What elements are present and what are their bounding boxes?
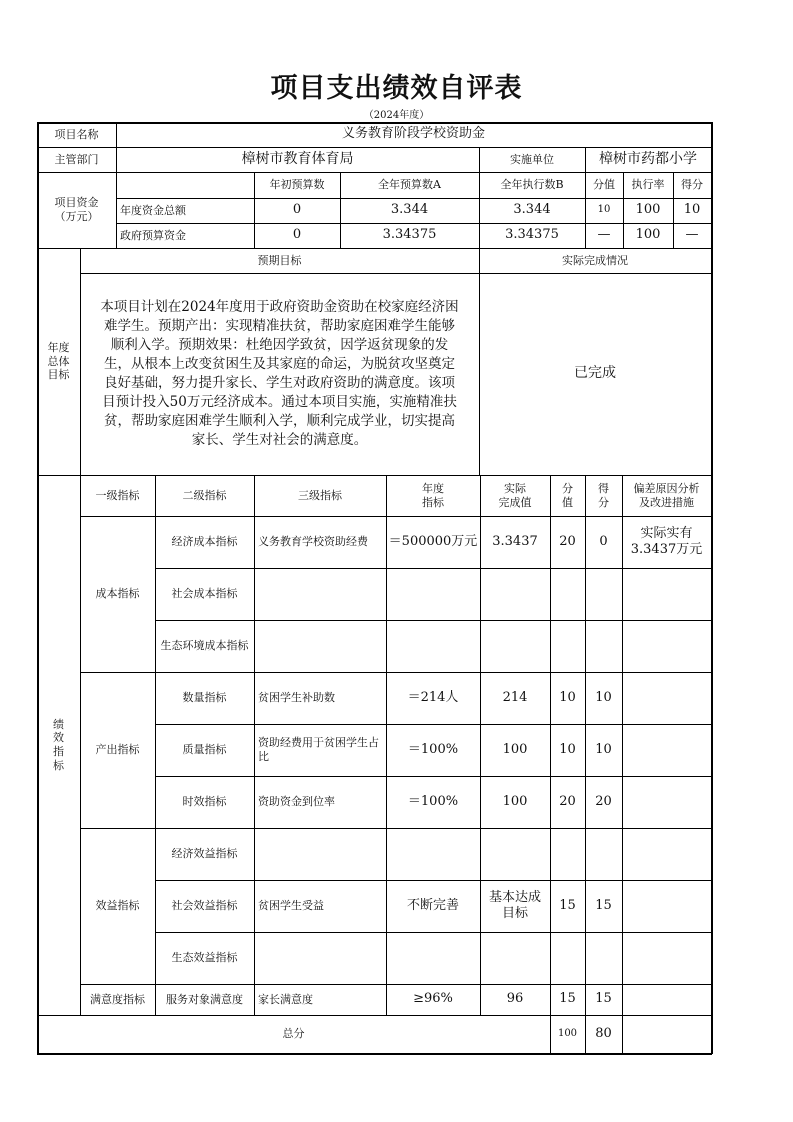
header-score xyxy=(585,475,622,516)
grid-line xyxy=(80,248,81,476)
weight-value xyxy=(550,672,585,724)
actual-value xyxy=(480,568,550,620)
score-value xyxy=(585,880,622,932)
level2-indicator xyxy=(155,672,254,724)
funds-row-name xyxy=(116,223,254,248)
value-text: 樟树市药都小学 xyxy=(599,150,697,167)
score-value xyxy=(585,776,622,828)
total-weight xyxy=(550,1015,585,1053)
actual-value xyxy=(480,776,550,828)
cell-value: 3.34375 xyxy=(382,227,437,243)
level3-text: 义务教育学校资助经费 xyxy=(258,535,368,549)
level1-text: 满意度指标 xyxy=(90,992,145,1006)
funds-cell xyxy=(479,198,585,223)
cell-value: 3.344 xyxy=(513,202,551,218)
level1-text: 产出指标 xyxy=(95,743,140,757)
deviation-reason xyxy=(622,516,711,568)
level1-indicator xyxy=(80,828,155,984)
header-text: 年度 指标 xyxy=(422,481,444,509)
annual-target xyxy=(386,880,480,932)
cell-value: 15 xyxy=(559,991,576,1007)
level1-indicator xyxy=(80,516,155,672)
level2-indicator xyxy=(155,984,254,1015)
cell-value: 10 xyxy=(559,741,576,757)
header-text: 偏差原因分析 及改进措施 xyxy=(633,481,700,509)
annual-target xyxy=(386,568,480,620)
grid-line xyxy=(37,172,712,173)
label-text: 项目名称 xyxy=(54,127,99,141)
total-label xyxy=(37,1015,550,1053)
grid-line xyxy=(37,147,712,148)
funds-header-5 xyxy=(673,172,711,198)
funds-cell xyxy=(479,223,585,248)
grid-line xyxy=(37,122,39,1054)
deviation-reason xyxy=(622,620,711,672)
cell-value: 3.34375 xyxy=(505,227,559,243)
grid-line xyxy=(479,248,480,476)
annual-target xyxy=(386,672,480,724)
cell-value: 10 xyxy=(559,689,576,705)
deviation-reason xyxy=(622,568,711,620)
header-target xyxy=(386,475,480,516)
funds-cell xyxy=(254,198,340,223)
level3-indicator xyxy=(254,724,386,776)
cell-value: 214 xyxy=(502,689,528,705)
cell-value: 100 xyxy=(502,741,528,757)
funds-cell xyxy=(585,223,623,248)
grid-line xyxy=(711,122,713,1054)
header-text: 得分 xyxy=(681,178,703,192)
level1-indicator xyxy=(80,984,155,1015)
value-text: 已完成 xyxy=(574,365,616,382)
level3-indicator xyxy=(254,932,386,984)
row-name: 政府预算资金 xyxy=(120,228,186,242)
level2-text: 质量指标 xyxy=(182,743,227,757)
cell-value: 80 xyxy=(595,1025,612,1041)
total-score xyxy=(585,1015,622,1053)
deviation-reason xyxy=(622,724,711,776)
actual-completion-header xyxy=(479,248,711,273)
grid-line xyxy=(673,172,674,249)
cell-value: 20 xyxy=(595,793,612,809)
weight-value xyxy=(550,516,585,568)
score-value xyxy=(585,620,622,672)
label-text: 总分 xyxy=(282,1027,305,1041)
grid-line xyxy=(155,620,712,621)
grid-line xyxy=(37,248,712,249)
level3-text: 资助经费用于贫困学生占比 xyxy=(258,736,379,763)
deviation-reason xyxy=(622,880,711,932)
actual-value xyxy=(480,620,550,672)
grid-line xyxy=(155,880,712,881)
cell-value: 15 xyxy=(595,897,612,913)
weight-value xyxy=(550,828,585,880)
cell-value: — xyxy=(597,227,611,243)
actual-value xyxy=(480,672,550,724)
deviation-reason xyxy=(622,776,711,828)
cell-value: 3.344 xyxy=(390,202,429,218)
actual-value xyxy=(480,880,550,932)
project-name-label xyxy=(37,122,116,147)
level3-indicator xyxy=(254,516,386,568)
level2-text: 社会成本指标 xyxy=(171,587,238,601)
header-text: 二级指标 xyxy=(182,488,227,502)
actual-value xyxy=(480,984,550,1015)
level2-indicator xyxy=(155,932,254,984)
actual-value xyxy=(480,932,550,984)
grid-line xyxy=(80,516,712,517)
weight-value xyxy=(550,568,585,620)
level2-indicator xyxy=(155,828,254,880)
header-text: 预期目标 xyxy=(257,253,302,267)
level2-text: 社会效益指标 xyxy=(171,899,238,913)
grid-line xyxy=(80,672,712,673)
label-text: 主管部门 xyxy=(54,152,99,166)
level3-indicator xyxy=(254,776,386,828)
funds-cell xyxy=(623,223,673,248)
header-text: 全年预算数A xyxy=(378,178,441,192)
weight-value xyxy=(550,984,585,1015)
funds-header-1 xyxy=(340,172,479,198)
cell-value: ≥96% xyxy=(413,991,453,1007)
grid-line xyxy=(80,273,712,274)
header-text: 分 值 xyxy=(562,481,573,509)
cell-value: 10 xyxy=(595,741,612,757)
level2-text: 经济成本指标 xyxy=(171,535,238,549)
grid-line xyxy=(80,984,712,985)
cell-value: 3.3437 xyxy=(492,533,538,549)
deviation-reason xyxy=(622,672,711,724)
label-text: 绩 效 指 标 xyxy=(53,717,64,772)
cell-value: 100 xyxy=(635,202,661,218)
cell-value: 10 xyxy=(597,204,611,216)
annual-target xyxy=(386,516,480,568)
impl-value xyxy=(585,147,711,172)
page-title: 项目支出绩效自评表 xyxy=(270,73,523,104)
annual-target xyxy=(386,776,480,828)
grid-line xyxy=(155,776,712,777)
funds-header-3 xyxy=(585,172,623,198)
cell-value: 0 xyxy=(599,533,608,549)
grid-line xyxy=(155,724,712,725)
funds-cell xyxy=(340,223,479,248)
level2-text: 服务对象满意度 xyxy=(166,992,243,1006)
expected-goal-header xyxy=(80,248,479,273)
header-text: 三级指标 xyxy=(298,488,342,502)
level3-indicator xyxy=(254,984,386,1015)
actual-value xyxy=(480,724,550,776)
label-text: 年度 总体 目标 xyxy=(47,340,70,382)
level3-text: 资助资金到位率 xyxy=(258,795,335,809)
grid-line xyxy=(386,475,387,1016)
annual-target xyxy=(386,724,480,776)
score-value xyxy=(585,568,622,620)
grid-line xyxy=(585,147,586,173)
funds-cell xyxy=(623,198,673,223)
header-text: 实际 完成值 xyxy=(498,481,532,509)
header-weight xyxy=(550,475,585,516)
header-level1 xyxy=(80,475,155,516)
cell-value: 0 xyxy=(292,227,302,243)
cell-value: 100 xyxy=(502,793,528,809)
weight-value xyxy=(550,932,585,984)
level3-indicator xyxy=(254,620,386,672)
label-text: 实施单位 xyxy=(510,152,554,166)
cell-value: 100 xyxy=(635,227,661,243)
grid-line xyxy=(155,475,156,1016)
dept-value xyxy=(116,147,479,172)
level1-text: 成本指标 xyxy=(95,587,140,601)
expected-goal-text xyxy=(80,273,479,475)
score-value xyxy=(585,984,622,1015)
cell-value: 10 xyxy=(595,689,612,705)
weight-value xyxy=(550,776,585,828)
level2-indicator xyxy=(155,724,254,776)
funds-header-0 xyxy=(254,172,340,198)
level2-indicator xyxy=(155,568,254,620)
deviation-reason xyxy=(622,828,711,880)
grid-line xyxy=(254,475,255,1016)
level1-indicator xyxy=(80,672,155,828)
grid-line xyxy=(37,1015,712,1016)
level1-text: 效益指标 xyxy=(95,899,140,913)
funds-header-4 xyxy=(623,172,673,198)
deviation-reason xyxy=(622,932,711,984)
cell-value: 0 xyxy=(292,202,302,218)
level3-indicator xyxy=(254,672,386,724)
funds-cell xyxy=(254,223,340,248)
level2-text: 时效指标 xyxy=(182,795,227,809)
score-value xyxy=(585,672,622,724)
label-text: 项目资金 （万元） xyxy=(54,196,99,223)
level3-text: 贫困学生补助数 xyxy=(258,691,335,705)
funds-cell xyxy=(340,198,479,223)
grid-line xyxy=(585,475,586,1054)
grid-line xyxy=(479,147,480,173)
goals-label xyxy=(37,248,80,475)
header-text: 分值 xyxy=(593,178,615,192)
grid-line xyxy=(37,1053,712,1055)
funds-row-name xyxy=(116,198,254,223)
row-name: 年度资金总额 xyxy=(120,203,186,217)
cell-value: 20 xyxy=(559,533,576,549)
actual-completion-text xyxy=(479,273,711,475)
grid-line xyxy=(623,172,624,249)
score-value xyxy=(585,828,622,880)
cell-value: 15 xyxy=(595,991,612,1007)
cell-value: 10 xyxy=(683,202,701,218)
cell-value: ＝100% xyxy=(407,793,459,809)
annual-target xyxy=(386,828,480,880)
cell-value: 实际实有 3.3437万元 xyxy=(630,525,703,557)
grid-line xyxy=(622,475,623,1054)
actual-value xyxy=(480,516,550,568)
level2-indicator xyxy=(155,620,254,672)
grid-line xyxy=(155,568,712,569)
level2-text: 生态效益指标 xyxy=(171,951,238,965)
level3-text: 贫困学生受益 xyxy=(258,899,324,913)
level3-indicator xyxy=(254,828,386,880)
weight-value xyxy=(550,620,585,672)
weight-value xyxy=(550,880,585,932)
header-level2 xyxy=(155,475,254,516)
level2-indicator xyxy=(155,776,254,828)
cell-value: 96 xyxy=(506,991,524,1007)
grid-line xyxy=(480,475,481,1016)
funds-cell xyxy=(585,198,623,223)
funds-header-2 xyxy=(479,172,585,198)
grid-line xyxy=(340,172,341,249)
cell-value: 100 xyxy=(557,1027,578,1039)
grid-line xyxy=(479,172,480,249)
header-actual xyxy=(480,475,550,516)
value-text: 樟树市教育体育局 xyxy=(241,150,354,167)
grid-line xyxy=(585,172,586,249)
grid-line xyxy=(37,475,712,476)
header-text: 执行率 xyxy=(631,178,665,192)
annual-target xyxy=(386,620,480,672)
header-text: 得 分 xyxy=(598,481,609,509)
goal-text: 本项目计划在2024年度用于政府资助金资助在校家庭经济困 难学生。预期产出：实现精准扶贫，帮助家庭困难学生能够 顺利入学。预期效果：杜绝因学致贫，因学返贫现象的发 生，从根本上改变贫困生及其家庭的命运，为脱贫攻坚奠定 良好基础，努力提升家长、学生对政府资助的满意度。该项 目预计投入50万元经济成本。通过本项目实施，实施精准扶 贫，帮助家庭困难学生顺利入学，顺利完成学业，切实提高 家长、学生对社会的满意度。 xyxy=(100,299,459,448)
header-level3 xyxy=(254,475,386,516)
funds-cell xyxy=(673,223,711,248)
header-text: 年初预算数 xyxy=(269,178,325,192)
grid-line xyxy=(550,475,551,1054)
annual-target xyxy=(386,932,480,984)
level2-text: 生态环境成本指标 xyxy=(160,639,249,653)
level3-indicator xyxy=(254,568,386,620)
header-text: 实际完成情况 xyxy=(562,253,628,267)
deviation-reason xyxy=(622,984,711,1015)
score-value xyxy=(585,516,622,568)
indicators-side-label xyxy=(37,475,80,1015)
grid-line xyxy=(80,475,81,1016)
grid-line xyxy=(155,932,712,933)
grid-line xyxy=(116,122,117,249)
level2-text: 数量指标 xyxy=(182,691,227,705)
cell-value: ＝214人 xyxy=(407,689,459,705)
cell-value: ＝500000万元 xyxy=(388,533,478,549)
level2-indicator xyxy=(155,880,254,932)
cell-value: 20 xyxy=(559,793,576,809)
weight-value xyxy=(550,724,585,776)
cell-value: 15 xyxy=(559,897,576,913)
impl-label xyxy=(479,147,585,172)
cell-value: 不断完善 xyxy=(406,897,459,913)
grid-line xyxy=(37,122,712,124)
value-text: 义务教育阶段学校资助金 xyxy=(341,126,485,142)
funds-cell xyxy=(673,198,711,223)
cell-value: ＝100% xyxy=(407,741,459,757)
score-value xyxy=(585,932,622,984)
grid-line xyxy=(254,172,255,249)
header-text: 全年执行数B xyxy=(500,178,564,192)
total-reason xyxy=(622,1015,711,1053)
grid-line xyxy=(80,828,712,829)
level3-indicator xyxy=(254,880,386,932)
level2-indicator xyxy=(155,516,254,568)
header-reason xyxy=(622,475,711,516)
cell-value: — xyxy=(685,227,699,243)
score-value xyxy=(585,724,622,776)
level2-text: 经济效益指标 xyxy=(171,847,238,861)
year-subtitle: （2024年度） xyxy=(363,110,430,121)
actual-value xyxy=(480,828,550,880)
header-text: 一级指标 xyxy=(95,488,140,502)
annual-target xyxy=(386,984,480,1015)
funds-label xyxy=(37,172,116,248)
level3-text: 家长满意度 xyxy=(258,992,313,1006)
project-name-value xyxy=(116,122,711,147)
dept-label xyxy=(37,147,116,172)
cell-value: 基本达成 目标 xyxy=(488,889,541,921)
